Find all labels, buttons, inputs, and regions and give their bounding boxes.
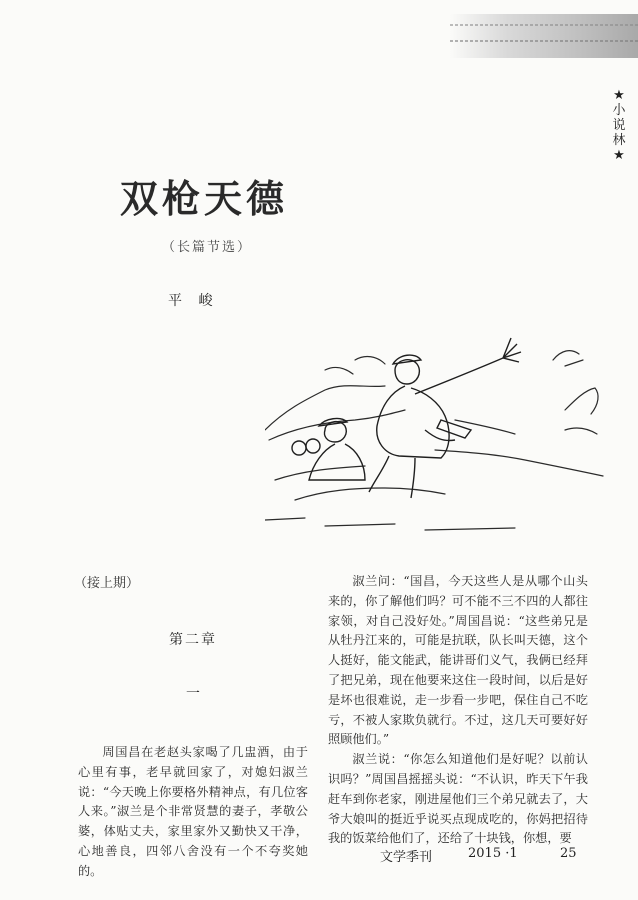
article-title: 双枪天德 [120,177,289,221]
section-tag-char: ★ [613,88,625,103]
article-subtitle: （长篇节选） [162,240,253,255]
paragraph: 淑兰问：“国昌，今天这些人是从哪个山头来的，你了解他们吗？可不能不三不四的人都往家领，对自己没好处。”周国昌说：“这些弟兄是从牡丹江来的，可能是抗联，队长叫天德，这个人挺好，能文能武，能讲哥们义气，我俩已经拜了把兄弟，现在他要来这住一段时间，以后是好是坏也很难说，走一步看一步吧，保住自己不吃亏，不被人家欺负就行。不过，这几天可要好好照顾他们。” [328,574,588,747]
section-tag-char: 林 [612,133,626,148]
left-column [74,572,308,882]
section-tag-char: 小 [612,103,626,118]
section-tag-char: 说 [612,118,626,133]
paragraph: 周国昌在老赵头家喝了几盅酒，由于心里有事，老早就回家了，对媳妇淑兰说：“今天晚上你要格外精神点，有几位客人来。”淑兰是个非常贤慧的妻子，孝敬公婆，体贴丈夫，家里家外又勤快又干净，心地善良，四邻八舍没有一个不夸奖她的。 [78,745,308,878]
page-number: 25 [560,846,577,861]
section-tag-char: ★ [613,148,625,163]
ink-sketch-soldiers-icon [265,330,605,540]
right-column [328,572,588,849]
paragraph: 淑兰说：“你怎么知道他们是好呢？以前认识吗？”周国昌摇摇头说：“不认识，昨天下午我赶车到你老家，刚进屋他们三个弟兄就去了，大爷大娘叫的挺近乎说买点现成吃的，你妈把招待我的饭菜给他们了，还给了十块钱，你想，要 [328,752,588,846]
left-body-text [78,743,308,882]
section-number: 一 [186,686,200,702]
previous-issue-note: （接上期） [74,576,140,591]
issue-number: 2015 ·1 [468,846,518,861]
right-body-text [328,572,588,849]
section-tag [608,88,630,163]
author-name: 平 峻 [168,293,219,309]
chapter-heading: 第二章 [169,632,217,648]
magazine-name: 文学季刊 [380,850,433,865]
header-decoration-band [450,14,638,58]
